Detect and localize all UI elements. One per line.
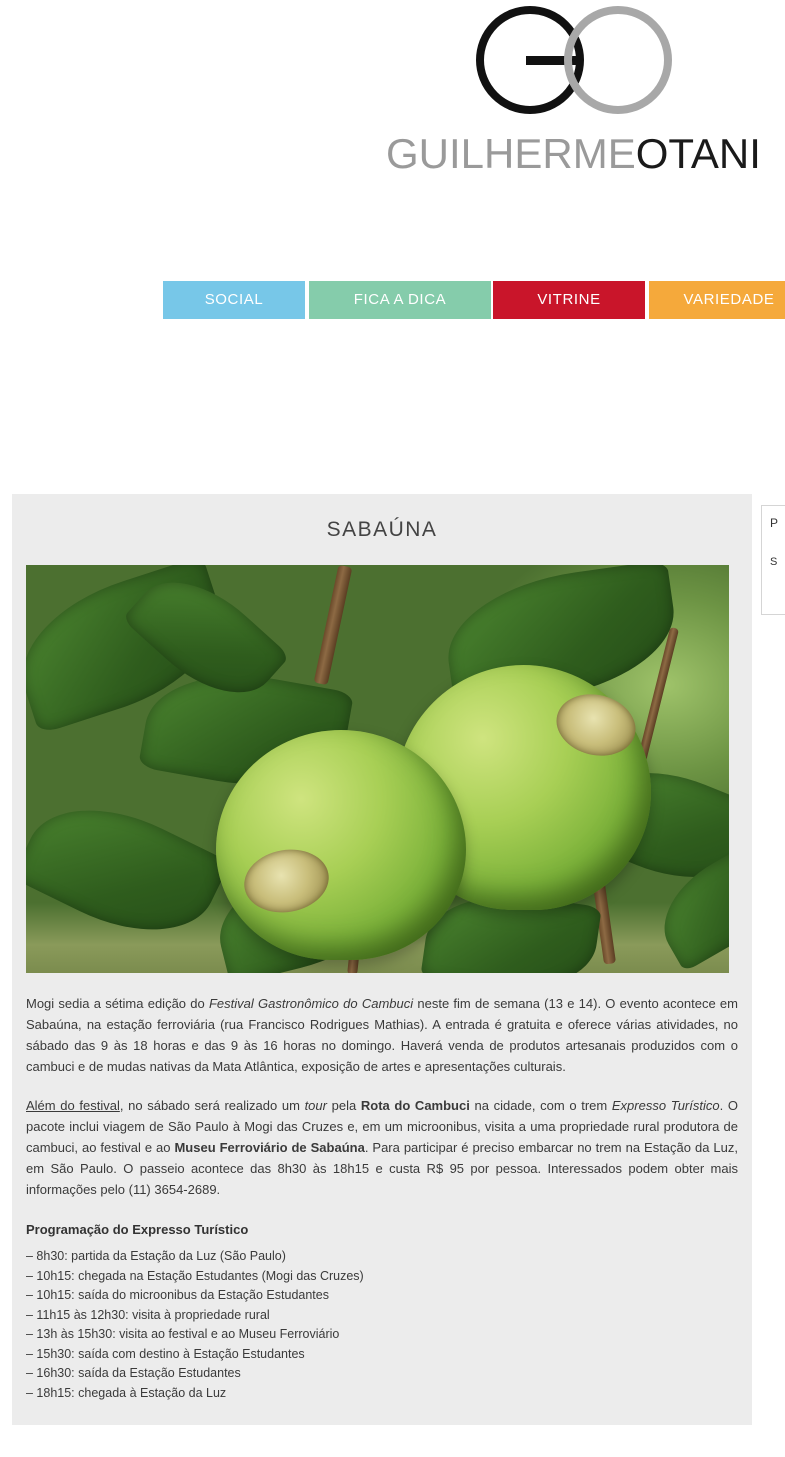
p2-part3: na cidade, com o trem — [469, 1098, 612, 1114]
site-logo[interactable] — [378, 0, 785, 200]
p2-bold-rota: Rota do Cambuci — [360, 1098, 470, 1114]
list-item: – 11h15 às 12h30: visita à propriedade rural — [26, 1307, 270, 1322]
nav-item-social[interactable]: SOCIAL — [163, 281, 305, 319]
list-item: – 10h15: chegada na Estação Estudantes (Mogi das Cruzes) — [26, 1268, 364, 1283]
go-monogram-logo-icon — [468, 6, 688, 114]
p1-italic-festival: Festival Gastronômico do Cambuci — [208, 996, 414, 1011]
main-navigation — [0, 281, 785, 319]
article-container — [12, 494, 752, 1425]
site-logo-text — [386, 130, 761, 178]
p2-part1: , no sábado será realizado um — [119, 1098, 305, 1114]
p2-italic-tour: tour — [304, 1098, 327, 1114]
list-item: – 16h30: saída da Estação Estudantes — [26, 1366, 241, 1381]
p2-link[interactable]: Além do festival — [26, 1098, 120, 1114]
list-item: – 8h30: partida da Estação da Luz (São Paulo) — [26, 1249, 286, 1264]
nav-item-fica-a-dica[interactable]: FICA A DICA — [309, 281, 491, 319]
p2-part2: pela — [326, 1098, 361, 1114]
article-paragraph-2 — [26, 1095, 738, 1200]
article-photo — [26, 565, 729, 973]
p2-part5: . Para participar é preciso embarcar no trem na Estação da Luz, em São Paulo. O passeio acontece das 8h30 às 18h15 e custa R$ 95 por pessoa. Interessados podem obter mais informações pelo (11) 3654-2689. — [26, 1140, 738, 1198]
list-item: – 13h às 15h30: visita ao festival e ao Museu Ferroviário — [26, 1327, 340, 1342]
sidebar-line-1: P — [770, 516, 779, 530]
p1-part1: Mogi sedia a sétima edição do — [26, 996, 209, 1011]
list-item: – 18h15: chegada à Estação da Luz — [26, 1385, 227, 1400]
nav-item-vitrine[interactable]: VITRINE — [493, 281, 645, 319]
p2-part4: . O pacote inclui viagem de São Paulo à Mogi das Cruzes e, em um microonibus, visita a uma propriedade rural produtora de cambuci, ao festival e ao — [26, 1098, 738, 1156]
p1-part2: neste fim de semana (13 e 14). O evento acontece em Sabaúna, na estação ferroviária (rua Francisco Rodrigues Mathias). A entrada é gratuita e oferece várias atividades, no sábado das 9 às 18 horas e das 9 às 16 horas no domingo. Haverá venda de produtos artesanais produzidos com o cambuci e de mudas nativas da Mata Atlântica, exposição de artes e apresentações culturais. — [26, 996, 738, 1075]
list-item: – 15h30: saída com destino à Estação Estudantes — [26, 1346, 305, 1361]
schedule-title: Programação do Expresso Turístico — [26, 1222, 249, 1238]
article-paragraph-1 — [26, 993, 738, 1077]
list-item: – 10h15: saída do microonibus da Estação Estudantes — [26, 1288, 329, 1303]
article-body — [12, 993, 752, 1200]
p2-italic-expresso: Expresso Turístico — [611, 1098, 720, 1114]
site-header — [0, 0, 785, 230]
photo-fruit — [216, 730, 466, 960]
p2-bold-museu: Museu Ferroviário de Sabaúna — [174, 1140, 365, 1156]
schedule-list — [12, 1237, 752, 1425]
nav-item-variedade[interactable]: VARIEDADE — [649, 281, 785, 319]
logo-text-last: OTANI — [635, 130, 761, 177]
sidebar-line-2: S — [770, 556, 778, 568]
article-title: SABAÚNA — [326, 518, 438, 541]
logo-text-first: GUILHERME — [386, 130, 636, 177]
right-sidebar — [761, 505, 785, 615]
